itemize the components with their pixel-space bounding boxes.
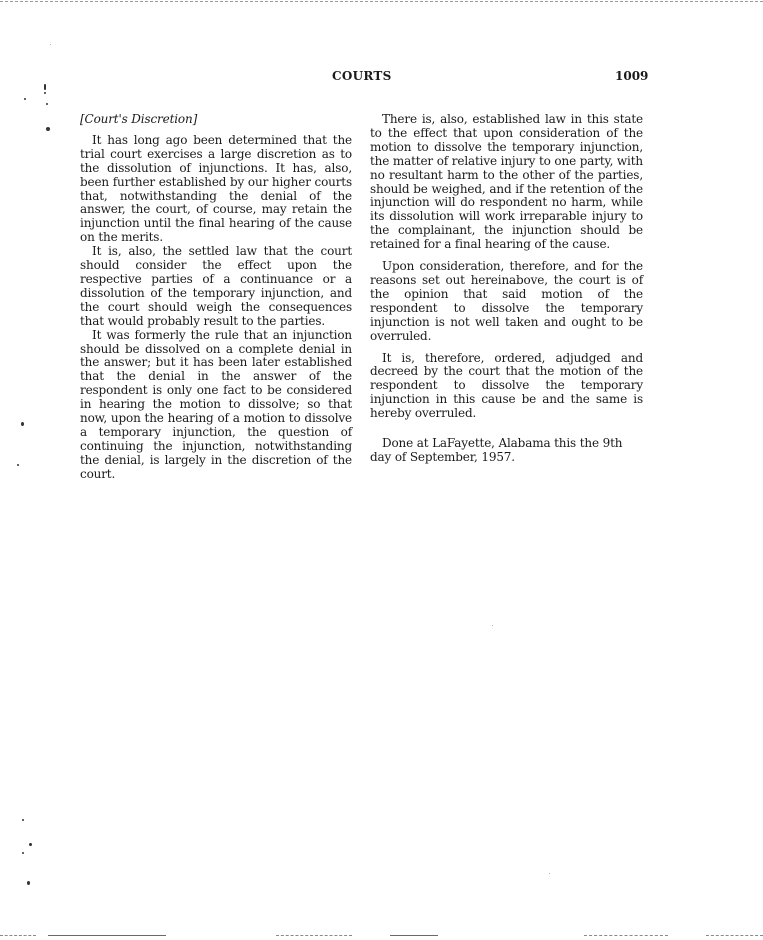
paragraph: There is, also, established law in this state to the effect that upon consideration of the motion to dissolve the temporary injunction, the matter of relative injury to one party, with no resultant harm to the other of the parties, should be weighed, and if the retention of the injunction will do respondent no harm, while its dissolution will work irreparable injury to the complainant, the injunction should be retained for a final hearing of the cause. <box>370 112 643 252</box>
running-header <box>0 69 763 85</box>
scan-speck <box>22 852 24 854</box>
scan-speck <box>44 84 46 90</box>
running-title: COURTS <box>332 69 392 83</box>
bottom-scan-edge <box>0 935 36 936</box>
section-heading: [Court's Discretion] <box>80 112 198 126</box>
page-number: 1009 <box>615 69 649 83</box>
scan-speck <box>46 127 50 131</box>
scan-speck <box>29 843 32 846</box>
bottom-scan-edge <box>276 935 352 936</box>
right-column <box>370 113 643 465</box>
scan-speck <box>22 819 24 821</box>
paragraph: It has long ago been determined that the trial court exercises a large discretion as to the dissolution of injunctions. It has, also, been further established by our higher courts that, notwithstanding the denial of the answer, the court, of course, may retain the injunction until the final hearing of the cause on the merits. <box>80 132 352 245</box>
scan-speck <box>17 464 19 466</box>
scan-speck <box>492 625 493 626</box>
paragraph: It was formerly the rule that an injunction should be dissolved on a complete denial in the answer; but it has been later established that the denial in the answer of the respondent is only one fact to be considered in hearing the motion to dissolve; so that now, upon the hearing of a motion to dissolve a temporary injunction, the question of continuing the injunction, notwithstanding the denial, is largely in the discretion of the court. <box>80 327 352 481</box>
scan-speck <box>24 98 26 100</box>
paragraph: Upon consideration, therefore, and for the reasons set out hereinabove, the court is of the opinion that said motion of the respondent to dissolve the temporary injunction is not well taken and ought to be overruled. <box>370 259 643 343</box>
scan-speck <box>27 881 30 885</box>
top-scan-border <box>0 1 763 2</box>
bottom-scan-edge <box>390 935 438 936</box>
left-column <box>80 113 352 482</box>
scan-speck <box>50 44 51 45</box>
scan-speck <box>46 103 48 105</box>
bottom-scan-edge <box>48 935 166 936</box>
scan-speck <box>21 422 24 426</box>
paragraph: It is, therefore, ordered, adjudged and decreed by the court that the motion of the respondent to dissolve the temporary injunction in this cause be and the same is hereby overruled. <box>370 350 643 421</box>
scan-speck <box>44 92 46 94</box>
scan-speck <box>549 873 550 874</box>
bottom-scan-edge <box>706 935 763 936</box>
closing-line: Done at LaFayette, Alabama this the 9th day of September, 1957. <box>370 436 623 464</box>
paragraph: It is, also, the settled law that the court should consider the effect upon the respective parties of a continuance or a dissolution of the temporary injunction, and the court should weigh the consequences that would probably result to the parties. <box>80 244 352 328</box>
bottom-scan-edge <box>584 935 668 936</box>
